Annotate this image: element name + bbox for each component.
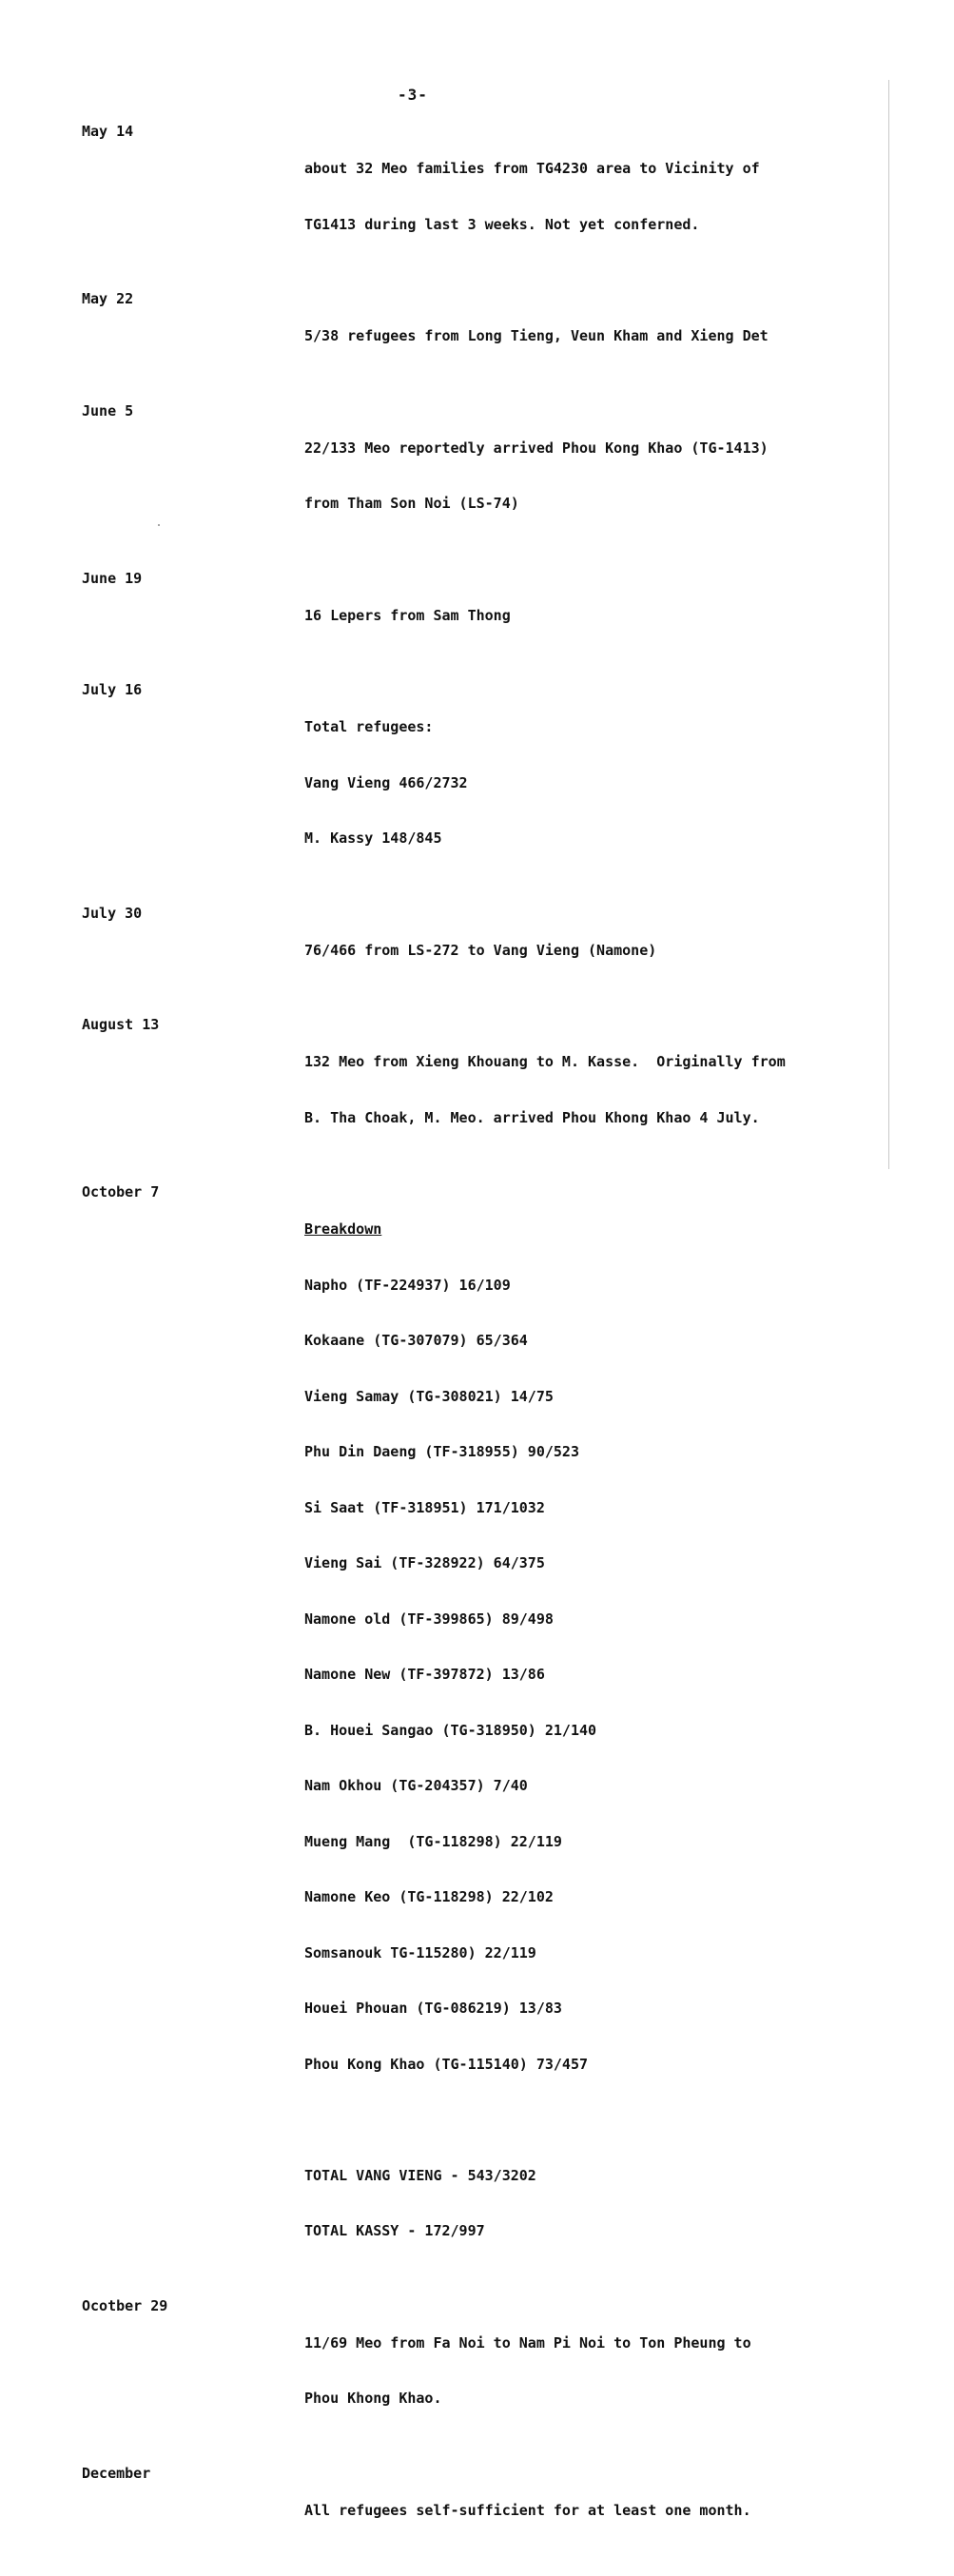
entry-line: B. Tha Choak, M. Meo. arrived Phou Khong Khao 4 July. [304, 1108, 760, 1126]
entry-june-5 [82, 402, 843, 551]
entry-text [304, 1016, 843, 1164]
breakdown-line: Phou Kong Khao (TG-115140) 73/457 [304, 2055, 589, 2073]
breakdown-line: Mueng Mang (TG-118298) 22/119 [304, 1832, 562, 1850]
breakdown-line: Si Saat (TF-318951) 171/1032 [304, 1498, 545, 1516]
entry-date: May 22 [82, 290, 134, 307]
entry-text [304, 2297, 843, 2446]
breakdown-line: Vieng Samay (TG-308021) 14/75 [304, 1387, 554, 1405]
entry-text [304, 905, 843, 998]
entry-line: 132 Meo from Xieng Khouang to M. Kasse. Originally from [304, 1053, 786, 1070]
total-line: TOTAL KASSY - 172/997 [304, 2222, 485, 2239]
entry-date: July 16 [82, 681, 143, 698]
entry-date: July 30 [82, 904, 143, 922]
breakdown-line: B. Houei Sangao (TG-318950) 21/140 [304, 1721, 597, 1739]
entry-line: All refugees self-sufficient for at least one month. [304, 2501, 751, 2519]
entry-line: Vang Vieng 466/2732 [304, 773, 468, 791]
entry-line: 5/38 refugees from Long Tieng, Veun Kham and Xieng Det [304, 327, 769, 344]
entry-date: October 7 [82, 1183, 160, 1200]
entry-text [304, 290, 843, 383]
blank-line [304, 2111, 843, 2130]
entry-line: TG1413 during last 3 weeks. Not yet conferned. [304, 215, 700, 233]
entry-july-30 [82, 905, 843, 998]
page-number: -3- [398, 86, 428, 104]
breakdown-line: Somsanouk TG-115280) 22/119 [304, 1943, 536, 1961]
breakdown-line: Namone old (TF-399865) 89/498 [304, 1610, 554, 1628]
breakdown-line: Namone New (TF-397872) 13/86 [304, 1666, 545, 1683]
entry-december [82, 2465, 843, 2558]
entry-line: from Tham Son Noi (LS-74) [304, 495, 519, 512]
entry-date: May 14 [82, 123, 134, 140]
breakdown-heading: Breakdown [304, 1220, 382, 1238]
breakdown-line: Houei Phouan (TG-086219) 13/83 [304, 2000, 562, 2017]
chronology-list [82, 123, 843, 2576]
entry-may-14 [82, 123, 843, 271]
entry-line: Phou Khong Khao. [304, 2390, 442, 2407]
breakdown-line: Namone Keo (TG-118298) 22/102 [304, 1888, 554, 1905]
breakdown-line: Vieng Sai (TF-328922) 64/375 [304, 1554, 545, 1571]
entry-line: 16 Lepers from Sam Thong [304, 606, 511, 624]
right-margin-rule [888, 80, 889, 1169]
entry-line: 11/69 Meo from Fa Noi to Nam Pi Noi to Ton Pheung to [304, 2333, 751, 2352]
entry-text [304, 570, 843, 663]
total-line: TOTAL VANG VIENG - 543/3202 [304, 2166, 536, 2184]
entry-date: June 19 [82, 569, 143, 587]
entry-line: 76/466 from LS-272 to Vang Vieng (Namone) [304, 941, 657, 959]
entry-text [304, 681, 843, 886]
entry-october-7 [82, 1183, 843, 2278]
entry-line: 22/133 Meo reportedly arrived Phou Kong Khao (TG-1413) [304, 439, 769, 457]
breakdown-line: Phu Din Daeng (TF-318955) 90/523 [304, 1443, 579, 1460]
entry-date: June 5 [82, 401, 134, 420]
entry-line: Total refugees: [304, 718, 434, 735]
entry-date: December [82, 2464, 151, 2482]
entry-august-13 [82, 1016, 843, 1164]
entry-october-29 [82, 2297, 843, 2446]
entry-june-19 [82, 570, 843, 663]
entry-date: Ocotber 29 [82, 2296, 168, 2314]
breakdown-line: Napho (TF-224937) 16/109 [304, 1276, 511, 1294]
entry-date: August 13 [82, 1016, 160, 1033]
entry-text [304, 2465, 843, 2558]
entry-text [304, 123, 843, 271]
entry-may-22 [82, 290, 843, 383]
breakdown-line: Nam Okhou (TG-204357) 7/40 [304, 1777, 528, 1794]
entry-july-16 [82, 681, 843, 886]
entry-text [304, 1183, 843, 2278]
entry-text [304, 402, 843, 551]
entry-line: about 32 Meo families from TG4230 area to Vicinity of [304, 160, 760, 177]
entry-line: M. Kassy 148/845 [304, 829, 442, 847]
breakdown-line: Kokaane (TG-307079) 65/364 [304, 1332, 528, 1349]
